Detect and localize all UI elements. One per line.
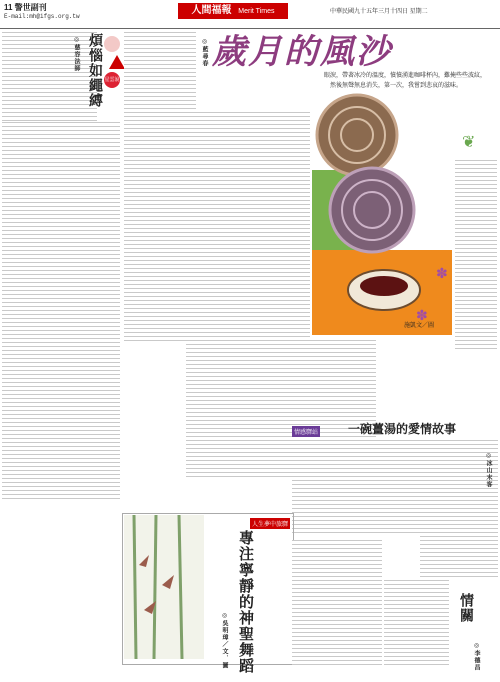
dance-illustration xyxy=(124,515,204,659)
dance-article-badge: 人生夢中旅驛 xyxy=(250,518,290,529)
purple-flower-icon-2: ✽ xyxy=(416,308,428,324)
paper-name: 人間福報 xyxy=(191,5,232,16)
left-article-top-text xyxy=(2,32,97,122)
main-article-poem-line-1: 眼淚，帶著冰冷的溫度，憤憤湧進咖啡杯內，難掩些些波紋， xyxy=(323,72,486,79)
main-article-text-top xyxy=(124,32,196,112)
leaf-icon: ❦ xyxy=(462,132,476,151)
issue-date: 中華民國九十五年三月十四日 星期二 xyxy=(330,9,428,15)
soup-article-text xyxy=(292,440,420,536)
dance-article-text xyxy=(292,540,382,665)
bamboo-stalk-2 xyxy=(154,515,156,659)
left-badge-label: 星雲說 xyxy=(104,77,120,83)
main-article-author: ◎藍尋春 xyxy=(201,38,208,67)
left-article-text xyxy=(2,122,120,502)
left-article-badge xyxy=(104,72,120,88)
star-badge xyxy=(104,36,120,52)
main-article-poem-line-2: 然後無聲無息消失，第一次，我嘗到悲哀的滋味。 xyxy=(329,82,462,89)
illustration xyxy=(312,90,452,335)
bottom-right-title: 情關 xyxy=(458,593,474,623)
purple-flower-icon: ✽ xyxy=(436,266,448,282)
page-number: 11 警世副刊 xyxy=(4,3,47,12)
main-article-title: 歲月的風沙 xyxy=(212,32,392,72)
illustration-credit: 施凱文／圖 xyxy=(404,322,435,329)
left-article-title: 煩惱如繩縛 xyxy=(87,33,103,108)
paper-english-name: Merit Times xyxy=(238,8,275,15)
dance-article-title: 專注寧靜的神聖舞蹈 xyxy=(237,530,255,674)
main-article-text-body xyxy=(124,112,310,342)
soup-article-author: ◎冰山末客 xyxy=(485,452,492,488)
paper-logo xyxy=(178,3,288,19)
email-address[interactable]: E-mail:mh@ifgs.org.tw xyxy=(4,13,80,20)
pagoda-icon xyxy=(109,55,125,69)
right-column-text xyxy=(455,160,497,350)
bottom-right-author: ◎李德昌 xyxy=(473,642,480,671)
left-article-author: ◎慈容法師 xyxy=(73,36,80,72)
soup-article-title: 一碗薑湯的愛情故事 xyxy=(348,422,457,436)
bottom-right-text xyxy=(384,580,449,665)
soup-article-badge: 情感驛站 xyxy=(292,426,320,437)
dance-article-author: ◎吳明璋／文．圖 xyxy=(221,612,228,669)
bamboo-stalk-1 xyxy=(134,515,136,659)
